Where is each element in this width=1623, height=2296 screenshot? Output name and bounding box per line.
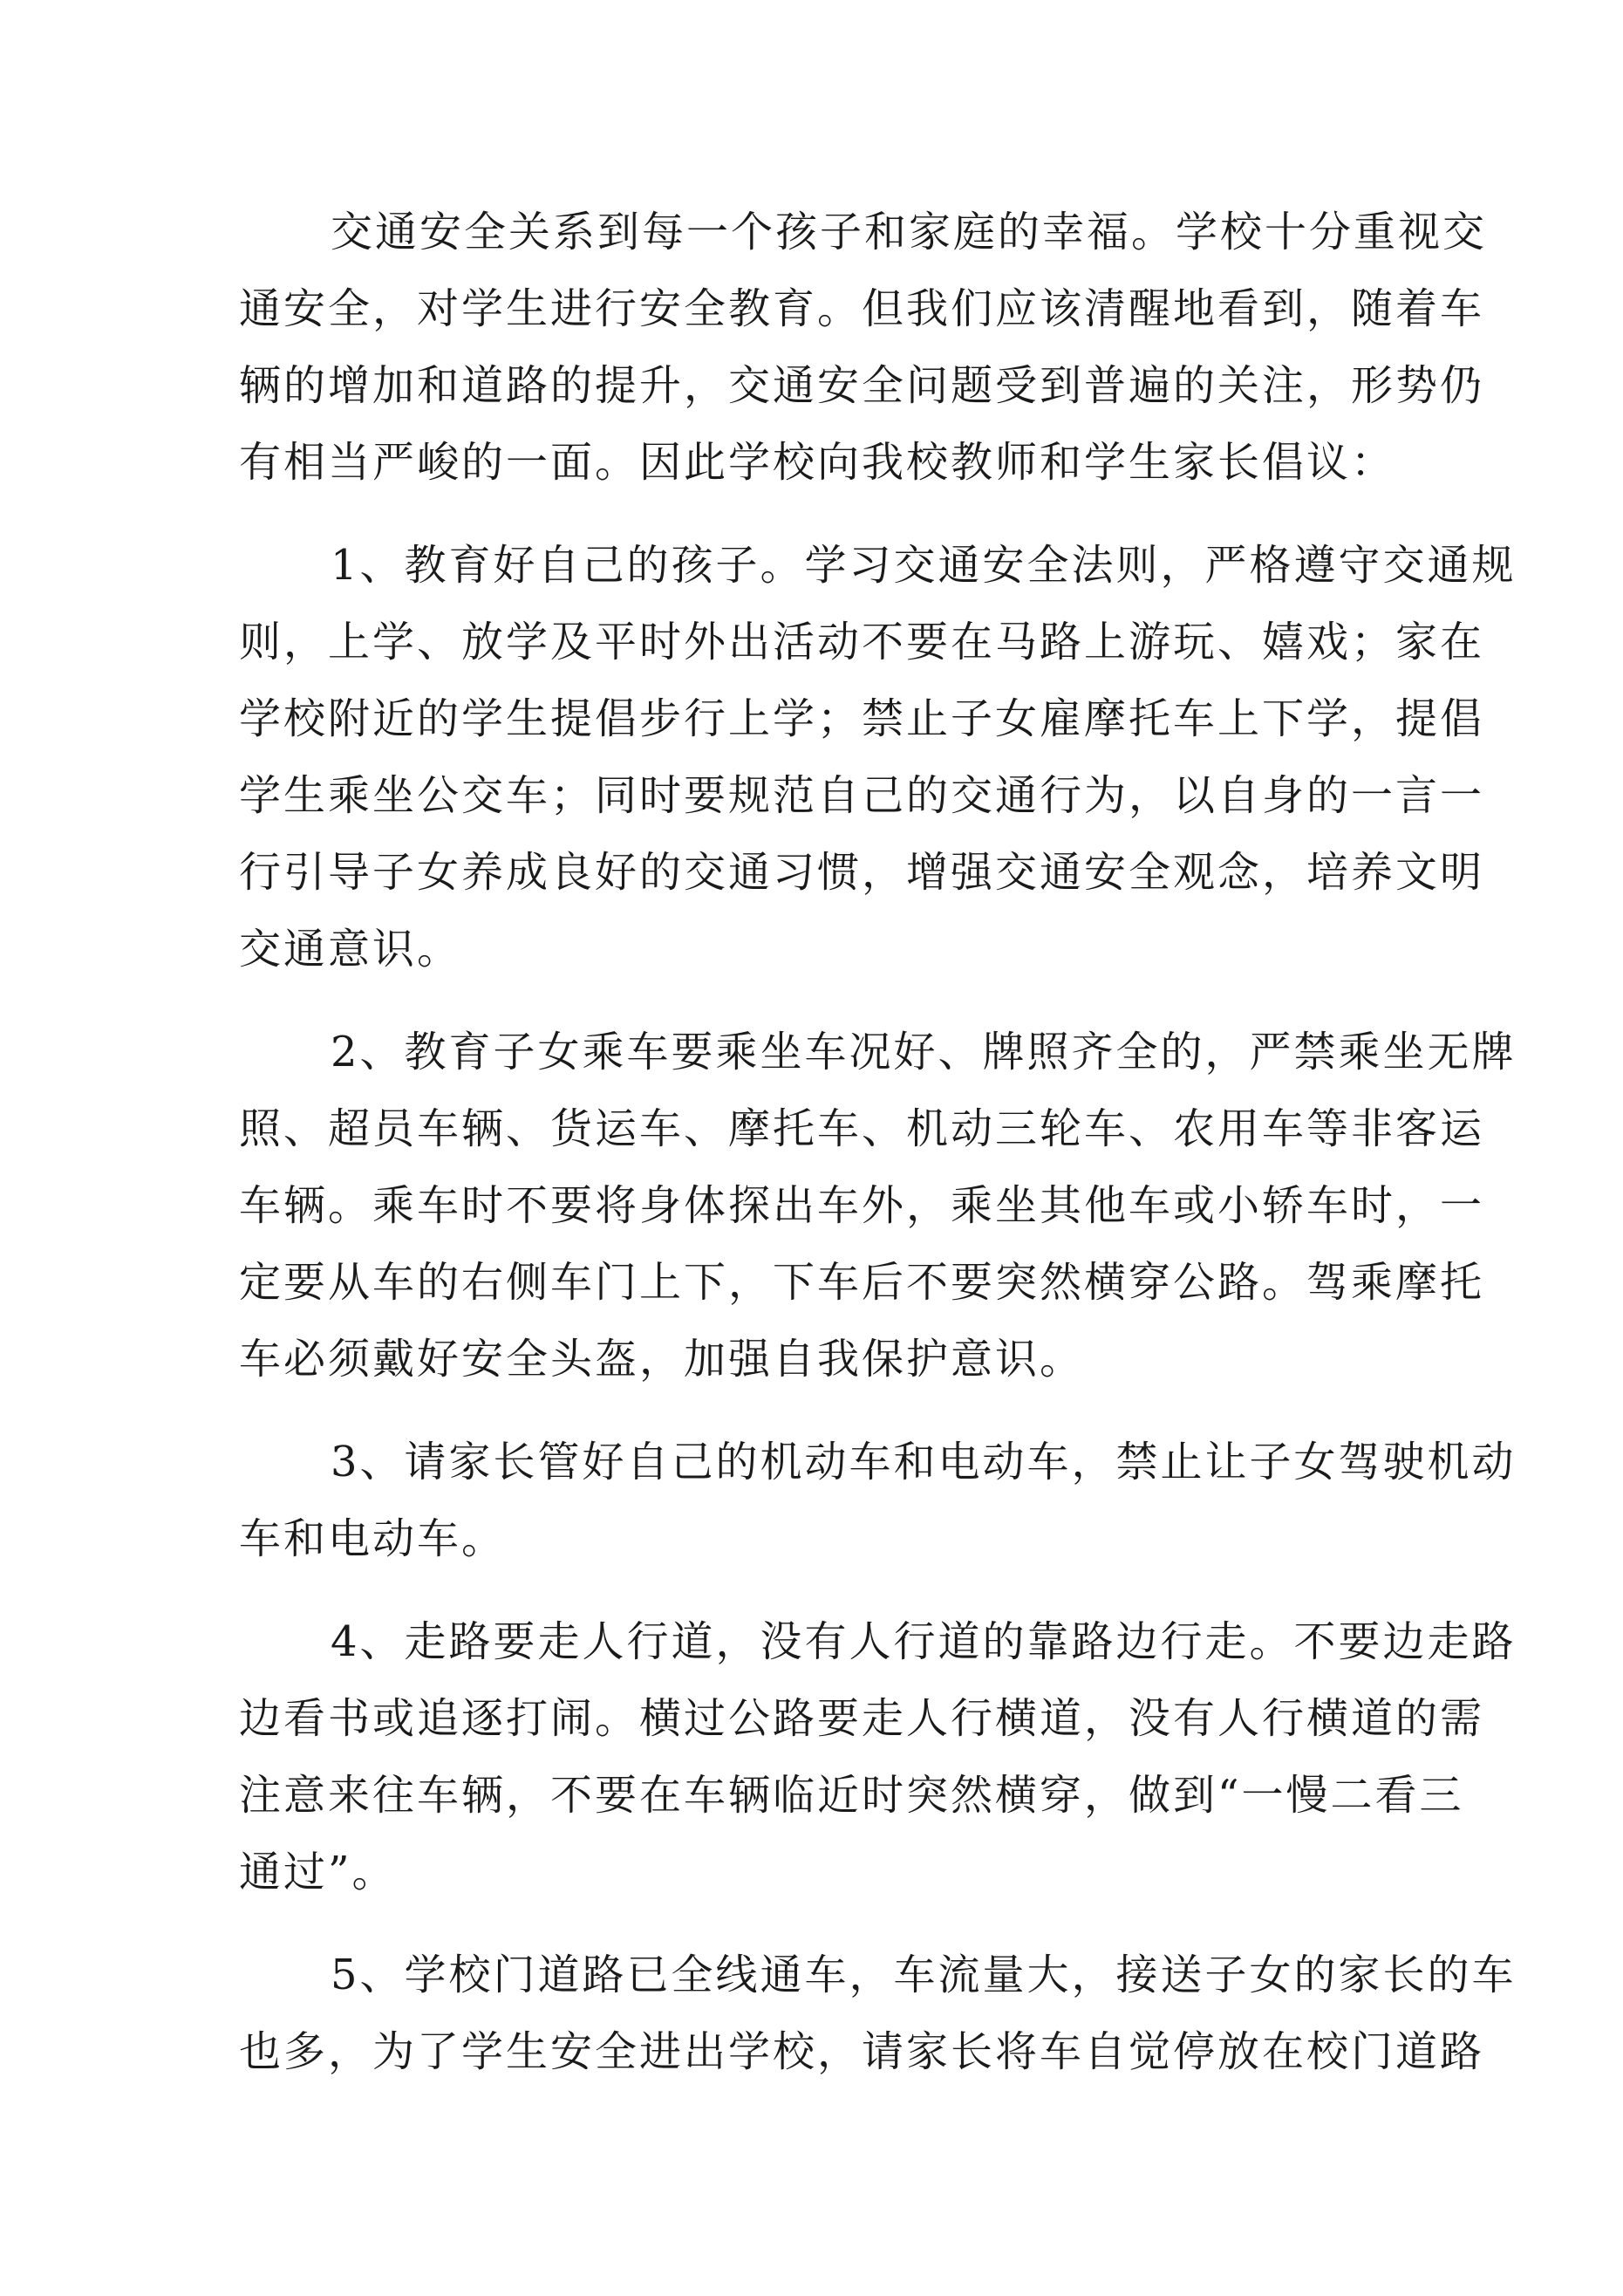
text-line: 通过”。 bbox=[239, 1848, 397, 1896]
document-body bbox=[239, 194, 1517, 2116]
paragraph-item-5 bbox=[239, 1937, 1517, 2090]
text-line: 交通意识。 bbox=[239, 925, 462, 974]
text-line: 交通安全关系到每一个孩子和家庭的幸福。学校十分重视交 bbox=[331, 208, 1488, 256]
text-line: 3、请家长管好自己的机动车和电动车，禁止让子女驾驶机动 bbox=[331, 1438, 1517, 1486]
text-line: 2、教育子女乘车要乘坐车况好、牌照齐全的，严禁乘坐无牌 bbox=[331, 1028, 1517, 1076]
text-line: 1、教育好自己的孩子。学习交通安全法则，严格遵守交通规 bbox=[331, 541, 1517, 590]
text-line: 行引导子女养成良好的交通习惯，增强交通安全观念，培养文明 bbox=[239, 848, 1485, 897]
text-line: 5、学校门道路已全线通车，车流量大，接送子女的家长的车 bbox=[331, 1951, 1517, 1999]
paragraph-item-2 bbox=[239, 1014, 1517, 1397]
paragraph-intro bbox=[239, 194, 1488, 501]
text-line: 学生乘坐公交车；同时要规范自己的交通行为，以自身的一言一 bbox=[239, 771, 1485, 820]
text-line: 学校附近的学生提倡步行上学；禁止子女雇摩托车上下学，提倡 bbox=[239, 694, 1485, 743]
text-line: 辆的增加和道路的提升，交通安全问题受到普遍的关注，形势仍 bbox=[239, 361, 1485, 410]
text-line: 车辆。乘车时不要将身体探出车外，乘坐其他车或小轿车时，一 bbox=[239, 1181, 1485, 1230]
text-line: 车必须戴好安全头盔，加强自我保护意识。 bbox=[239, 1335, 1085, 1384]
text-line: 则，上学、放学及平时外出活动不要在马路上游玩、嬉戏；家在 bbox=[239, 618, 1485, 666]
text-line: 边看书或追逐打闹。横过公路要走人行横道，没有人行横道的需 bbox=[239, 1694, 1485, 1743]
text-line: 车和电动车。 bbox=[239, 1514, 507, 1563]
paragraph-item-3 bbox=[239, 1424, 1517, 1577]
text-line: 注意来往车辆，不要在车辆临近时突然横穿，做到“一慢二看三 bbox=[239, 1771, 1464, 1820]
text-line: 定要从车的右侧车门上下，下车后不要突然横穿公路。驾乘摩托 bbox=[239, 1258, 1485, 1307]
paragraph-item-4 bbox=[239, 1603, 1517, 1910]
text-line: 通安全，对学生进行安全教育。但我们应该清醒地看到，随着车 bbox=[239, 284, 1485, 333]
text-line: 照、超员车辆、货运车、摩托车、机动三轮车、农用车等非客运 bbox=[239, 1104, 1485, 1153]
paragraph-item-1 bbox=[239, 527, 1517, 987]
text-line: 也多，为了学生安全进出学校，请家长将车自觉停放在校门道路 bbox=[239, 2027, 1485, 2076]
text-line: 有相当严峻的一面。因此学校向我校教师和学生家长倡议： bbox=[239, 438, 1396, 487]
text-line: 4、走路要走人行道，没有人行道的靠路边行走。不要边走路 bbox=[331, 1617, 1517, 1666]
